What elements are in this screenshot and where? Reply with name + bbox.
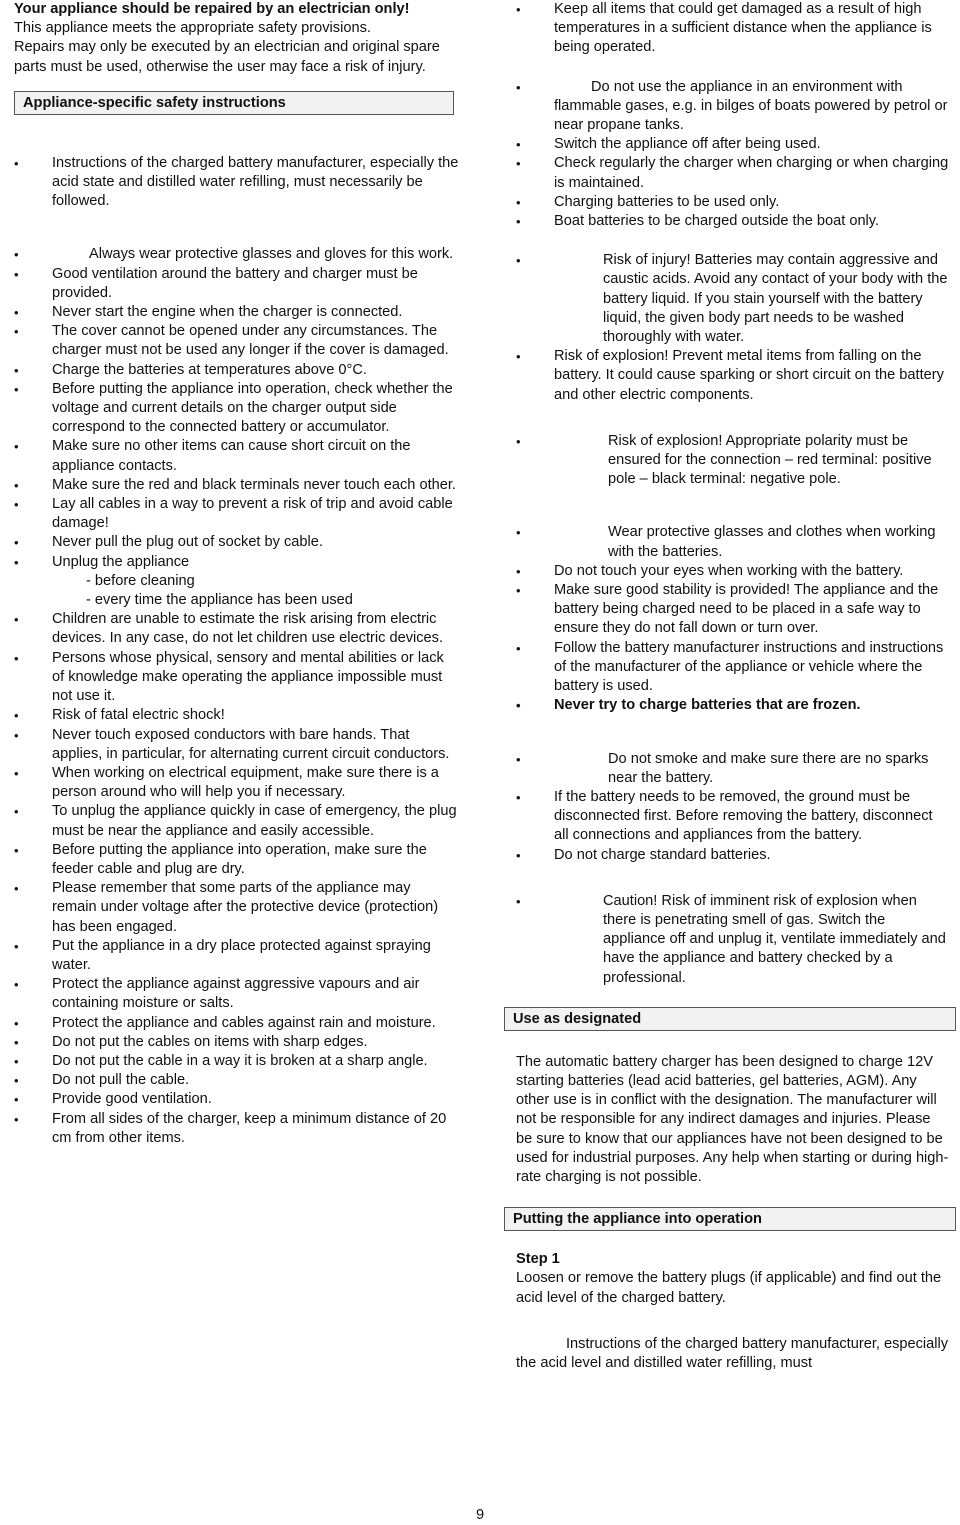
bullet-group-5 — [516, 523, 950, 715]
list-item: • Lay all cables in a way to prevent a risk of trip and avoid cable damage! — [14, 495, 459, 533]
bullet-list-first — [14, 154, 459, 212]
list-item: • Follow the battery manufacturer instructions and instructions of the manufacturer of the appliance or vehicle where the battery is used. — [516, 639, 950, 697]
intro-text-2: Repairs may only be executed by an electrician and original spare parts must be used, otherwise the user may face a risk of injury. — [14, 39, 440, 75]
list-item: • Before putting the appliance into operation, check whether the voltage and current details on the charger output side correspond to the connected battery or accumulator. — [14, 380, 459, 438]
list-item: • Persons whose physical, sensory and mental abilities or lack of knowledge make operating the appliance impossible must not use it. — [14, 649, 459, 707]
list-item: • Always wear protective glasses and gloves for this work. — [14, 245, 459, 264]
intro-text-1: This appliance meets the appropriate safety provisions. — [14, 20, 371, 37]
list-item: • Do not pull the cable. — [14, 1071, 459, 1090]
list-item: • Children are unable to estimate the risk arising from electric devices. In any case, do not let children use electric devices. — [14, 610, 459, 648]
list-item: • Never pull the plug out of socket by cable. — [14, 533, 459, 552]
list-item: • Do not use the appliance in an environment with flammable gases, e.g. in bilges of boats powered by petrol or near propane tanks. — [516, 78, 950, 136]
list-item: • Make sure no other items can cause short circuit on the appliance contacts. — [14, 437, 459, 475]
list-item: • Do not charge standard batteries. — [516, 846, 950, 865]
bullet-list-main — [14, 245, 459, 1148]
list-item: • The cover cannot be opened under any circumstances. The charger must not be used any longer if the cover is damaged. — [14, 322, 459, 360]
list-item: • Do not smoke and make sure there are no sparks near the battery. — [516, 750, 950, 788]
bullet-group-3 — [516, 251, 950, 405]
step-text: Loosen or remove the battery plugs (if applicable) and find out the acid level of the charged battery. — [516, 1270, 942, 1306]
list-item: • Make sure the red and black terminals never touch each other. — [14, 476, 459, 495]
list-item: • Charging batteries to be used only. — [516, 193, 950, 212]
list-item: • Before putting the appliance into operation, make sure the feeder cable and plug are dry. — [14, 841, 459, 879]
list-item: • Risk of explosion! Appropriate polarity must be ensured for the connection – red terminal: positive pole – black terminal: negative pole. — [516, 432, 950, 490]
page-number: 9 — [475, 1507, 485, 1523]
list-item: • From all sides of the charger, keep a minimum distance of 20 cm from other items. — [14, 1110, 459, 1148]
list-item: • Charge the batteries at temperatures above 0°C. — [14, 361, 459, 380]
list-item: • Caution! Risk of imminent risk of explosion when there is penetrating smell of gas. Switch the appliance off and unplug it, ventilate immediately and have the appliance and battery checked by a professional. — [516, 892, 950, 988]
list-item: • To unplug the appliance quickly in case of emergency, the plug must be near the appliance and easily accessible. — [14, 802, 459, 840]
section-header-use: Use as designated — [504, 1007, 956, 1031]
list-item: • Risk of explosion! Prevent metal items from falling on the battery. It could cause sparking or short circuit on the battery and other electric components. — [516, 347, 950, 405]
step-label: Step 1 — [516, 1251, 560, 1268]
list-item: • Keep all items that could get damaged as a result of high temperatures in a sufficient distance when the appliance is being operated. — [516, 0, 950, 58]
list-item: • Wear protective glasses and clothes when working with the batteries. — [516, 523, 950, 561]
left-column — [14, 0, 459, 1148]
list-item: • Do not put the cable in a way it is broken at a sharp angle. — [14, 1052, 459, 1071]
list-item: • Boat batteries to be charged outside the boat only. — [516, 212, 950, 231]
list-item: • Do not touch your eyes when working with the battery. — [516, 562, 950, 581]
section-header-operation: Putting the appliance into operation — [504, 1207, 956, 1231]
intro-warning: Your appliance should be repaired by an electrician only! — [14, 1, 410, 17]
list-item: • Switch the appliance off after being used. — [516, 135, 950, 154]
list-item: • Protect the appliance against aggressive vapours and air containing moisture or salts. — [14, 975, 459, 1013]
list-item: • Good ventilation around the battery and charger must be provided. — [14, 265, 459, 303]
list-item: • Never touch exposed conductors with bare hands. That applies, in particular, for alternating current circuit conductors. — [14, 726, 459, 764]
list-item: • Do not put the cables on items with sharp edges. — [14, 1033, 459, 1052]
list-item: • Check regularly the charger when charging or when charging is maintained. — [516, 154, 950, 192]
bullet-group-7 — [516, 892, 950, 988]
list-item: • Please remember that some parts of the appliance may remain under voltage after the protective device (protection) has been engaged. — [14, 879, 459, 937]
bullet-group-4 — [516, 432, 950, 490]
list-item: • Risk of fatal electric shock! — [14, 706, 459, 725]
list-item: • Instructions of the charged battery manufacturer, especially the acid state and distilled water refilling, must necessarily be followed. — [14, 154, 459, 212]
bullet-group-1 — [516, 0, 950, 58]
section-header-safety: Appliance-specific safety instructions — [14, 91, 454, 115]
list-item: • Put the appliance in a dry place protected against spraying water. — [14, 937, 459, 975]
use-paragraph: The automatic battery charger has been designed to charge 12V starting batteries (lead acid batteries, gel batteries, AGM). Any other use is in conflict with the designation. The manufacturer will not be responsible for any indirect damages and injuries. Please be sure to know that our appliances have not been designed to be used for industrial purposes. Any help when starting or during high-rate charging is not possible. — [516, 1053, 949, 1185]
list-item: • When working on electrical equipment, make sure there is a person around who will help you if necessary. — [14, 764, 459, 802]
bullet-group-6 — [516, 750, 950, 865]
list-item: • If the battery needs to be removed, the ground must be disconnected first. Before removing the battery, disconnect all connections and appliances from the battery. — [516, 788, 950, 846]
list-item: • Provide good ventilation. — [14, 1090, 459, 1109]
bullet-group-2 — [516, 78, 950, 232]
right-column — [513, 0, 950, 1373]
list-item-bold: • Never try to charge batteries that are frozen. — [516, 696, 950, 715]
final-text: Instructions of the charged battery manufacturer, especially the acid level and distilled water refilling, must — [516, 1335, 949, 1371]
list-item: • Never start the engine when the charger is connected. — [14, 303, 459, 322]
list-item-unplug: • Unplug the appliance - before cleaning - every time the appliance has been used — [14, 553, 459, 611]
list-item: • Protect the appliance and cables against rain and moisture. — [14, 1014, 459, 1033]
list-item: • Risk of injury! Batteries may contain aggressive and caustic acids. Avoid any contact of your body with the battery liquid. If you stain yourself with the battery liquid, the given body part needs to be washed thoroughly with water. — [516, 251, 950, 347]
list-item: • Make sure good stability is provided! The appliance and the battery being charged need to be placed in a safe way to ensure they do not fall down or turn over. — [516, 581, 950, 639]
